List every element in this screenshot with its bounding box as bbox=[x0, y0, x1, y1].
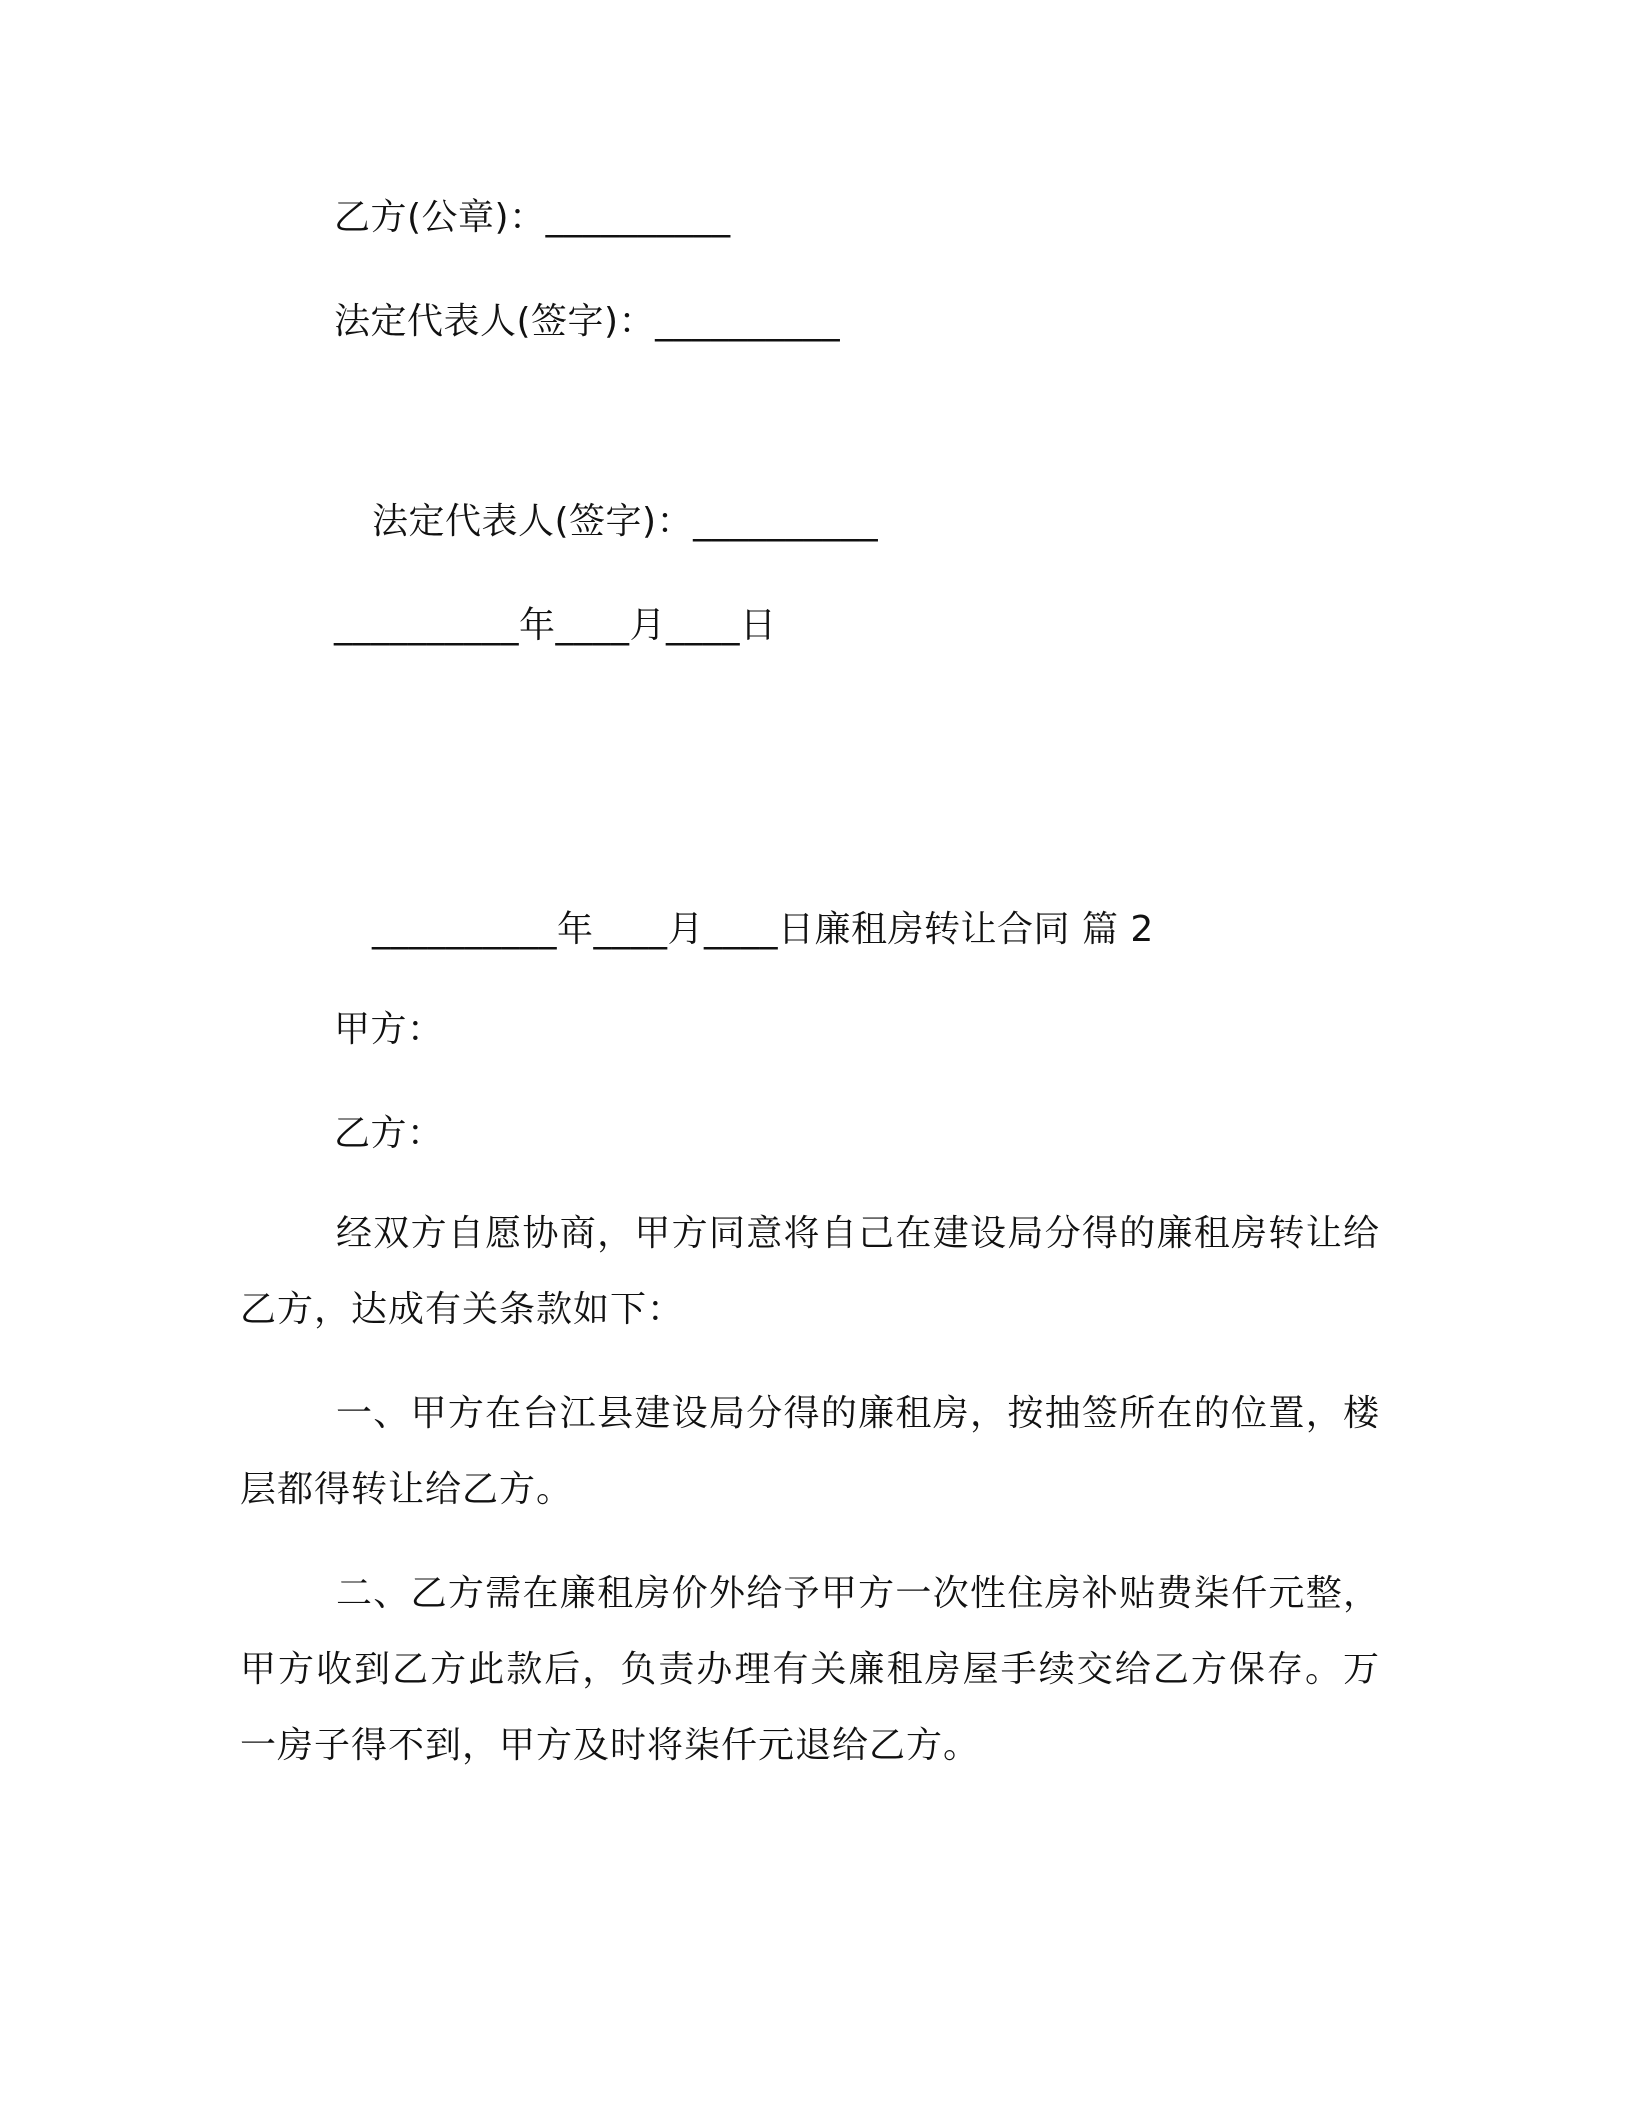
signing-date-line: __________年____月____日 bbox=[334, 605, 777, 646]
clause-1-paragraph: 一、甲方在台江县建设局分得的廉租房，按抽签所在的位置，楼层都得转让给乙方。 bbox=[240, 1393, 1380, 1510]
party-b-seal-line: 乙方(公章)：__________ bbox=[334, 197, 731, 238]
party-b-label: 乙方： bbox=[334, 1113, 444, 1154]
party-a-label: 甲方： bbox=[334, 1009, 444, 1050]
intro-paragraph: 经双方自愿协商，甲方同意将自己在建设局分得的廉租房转让给乙方，达成有关条款如下： bbox=[240, 1213, 1380, 1330]
legal-rep-signature-line-2: 法定代表人(签字)：__________ bbox=[372, 501, 879, 542]
contract-section-title: __________年____月____日廉租房转让合同 篇 2 bbox=[372, 909, 1154, 950]
legal-rep-signature-line: 法定代表人(签字)：__________ bbox=[334, 301, 841, 342]
clause-2-paragraph: 二、乙方需在廉租房价外给予甲方一次性住房补贴费柒仟元整，甲方收到乙方此款后，负责办理有关廉租房屋手续交给乙方保存。万一房子得不到，甲方及时将柒仟元退给乙方。 bbox=[240, 1573, 1380, 1766]
